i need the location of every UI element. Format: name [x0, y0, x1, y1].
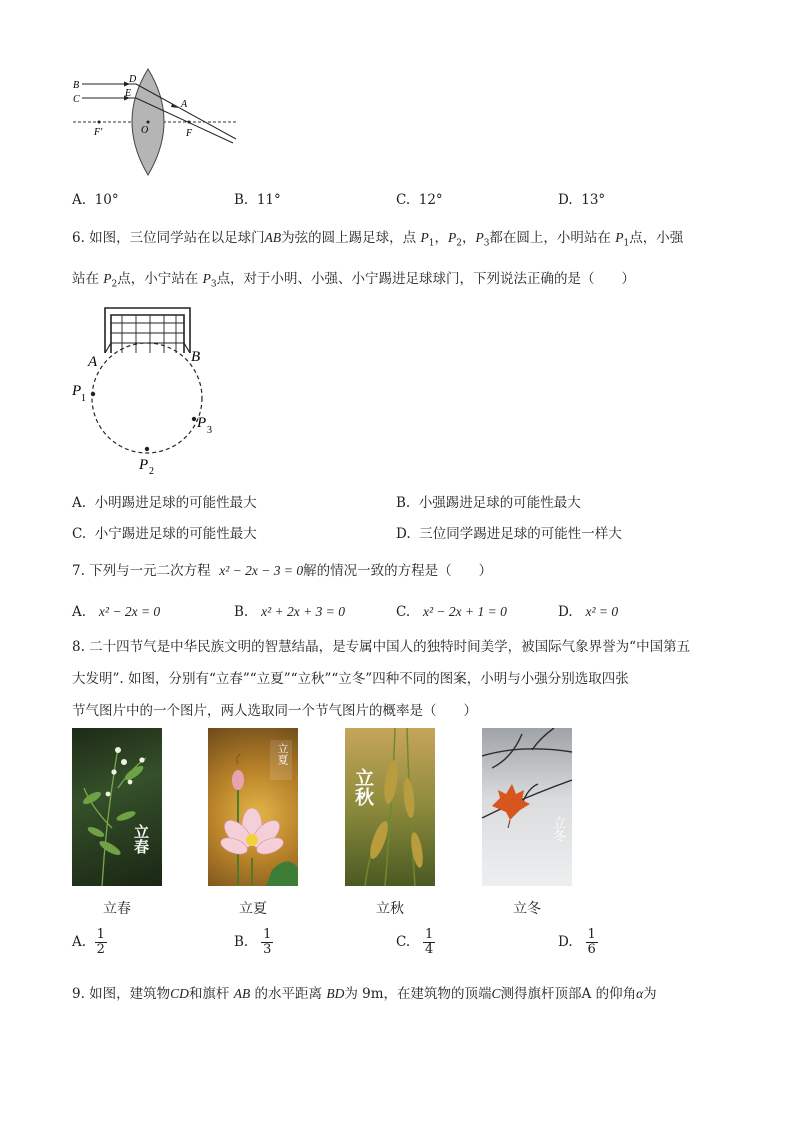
q6-option-b: B. 小强踢进足球的可能性最大 [396, 495, 581, 511]
q8-stem-line3: 节气图片中的一个图片，两人选取同一个节气图片的概率是（ ） [72, 703, 477, 719]
q6-option-c: C. 小宁踢进足球的可能性最大 [72, 526, 257, 542]
image-liqiu [345, 728, 435, 886]
lens-diagram [68, 65, 243, 180]
q5-option-d: D. 13° [558, 192, 606, 208]
q7-option-a: A. x² − 2x = 0 [72, 604, 161, 620]
q7-option-d: D. x² = 0 [558, 604, 619, 620]
label-d: D [129, 74, 137, 85]
q7-option-c: C. x² − 2x + 1 = 0 [396, 604, 507, 620]
image-lidong [482, 728, 572, 886]
q6-stem-line1: 6. 如图，三位同学站在以足球门AB为弦的圆上踢足球，点 $P_1$，$P_2$，$P_3$都在圆上，小明站在 $P_1$点，小强 [72, 230, 684, 249]
q7-option-b: B. x² + 2x + 3 = 0 [234, 604, 345, 620]
label-b: B [73, 80, 80, 91]
fig-label-p2: P [139, 457, 149, 473]
q6-stem-line2: 站在 $P_2$点，小宁站在 $P_3$点，对于小明、小强、小宁踢进足球球门，下列说法正确的是（ ） [72, 271, 636, 290]
q8-option-d: D. $\frac{1}{6}$ [558, 927, 596, 957]
q6-option-a: A. 小明踢进足球的可能性最大 [72, 495, 257, 511]
overlay-lichun: 立春 [132, 824, 150, 854]
q5-option-c: C. 12° [396, 192, 443, 208]
caption-liqiu: 立秋 [376, 901, 404, 917]
fig-label-p3: P [197, 415, 207, 431]
caption-lichun: 立春 [103, 901, 131, 917]
fig-label-p1: P [72, 383, 82, 399]
q8-option-c: C. $\frac{1}{4}$ [396, 927, 434, 957]
label-e: E [125, 88, 132, 99]
caption-lidong: 立冬 [513, 901, 541, 917]
q8-stem-line1: 8. 二十四节气是中华民族文明的智慧结晶，是专属中国人的独特时间美学，被国际气象界誉为“中国第五 [72, 639, 691, 655]
image-lichun [72, 728, 162, 886]
q8-stem-line2: 大发明”. 如图，分别有“立春”“立夏”“立秋”“立冬”四种不同的图案，小明与小强分别选取四张 [72, 671, 629, 687]
overlay-lixia: 立夏 [276, 743, 289, 765]
goal-circle-diagram [70, 303, 230, 478]
q5-option-b: B. 11° [234, 192, 281, 208]
fig-label-a: A [88, 354, 98, 370]
label-f: F [186, 128, 193, 139]
label-a: A [181, 99, 188, 110]
caption-lixia: 立夏 [239, 901, 267, 917]
q6-option-d: D. 三位同学踢进足球的可能性一样大 [396, 526, 622, 542]
q8-option-a: A. $\frac{1}{2}$ [72, 927, 105, 957]
q8-option-b: B. $\frac{1}{3}$ [234, 927, 272, 957]
q9-stem: 9. 如图，建筑物CD和旗杆 AB 的水平距离 BD为 9m，在建筑物的顶端C测得旗杆顶部A 的仰角α为 [72, 986, 657, 1002]
fig-label-p2-sub: 2 [149, 466, 154, 477]
point-p2 [145, 447, 149, 451]
point-p1 [91, 392, 95, 396]
image-lixia [208, 728, 298, 886]
overlay-lidong: 立冬 [550, 816, 565, 842]
label-o: O [141, 125, 149, 136]
fig-label-p1-sub: 1 [81, 393, 86, 404]
label-f-prime: F′ [94, 127, 103, 138]
fig-label-b: B [191, 349, 201, 365]
q5-option-a: A. 10° [72, 192, 119, 208]
q7-stem: 7. 下列与一元二次方程 x² − 2x − 3 = 0解的情况一致的方程是（ ） [72, 563, 493, 579]
label-c: C [73, 94, 80, 105]
overlay-liqiu: 立秋 [352, 768, 374, 806]
point-p3 [192, 417, 196, 421]
football-goal [105, 308, 190, 353]
fig-label-p3-sub: 3 [207, 425, 212, 436]
